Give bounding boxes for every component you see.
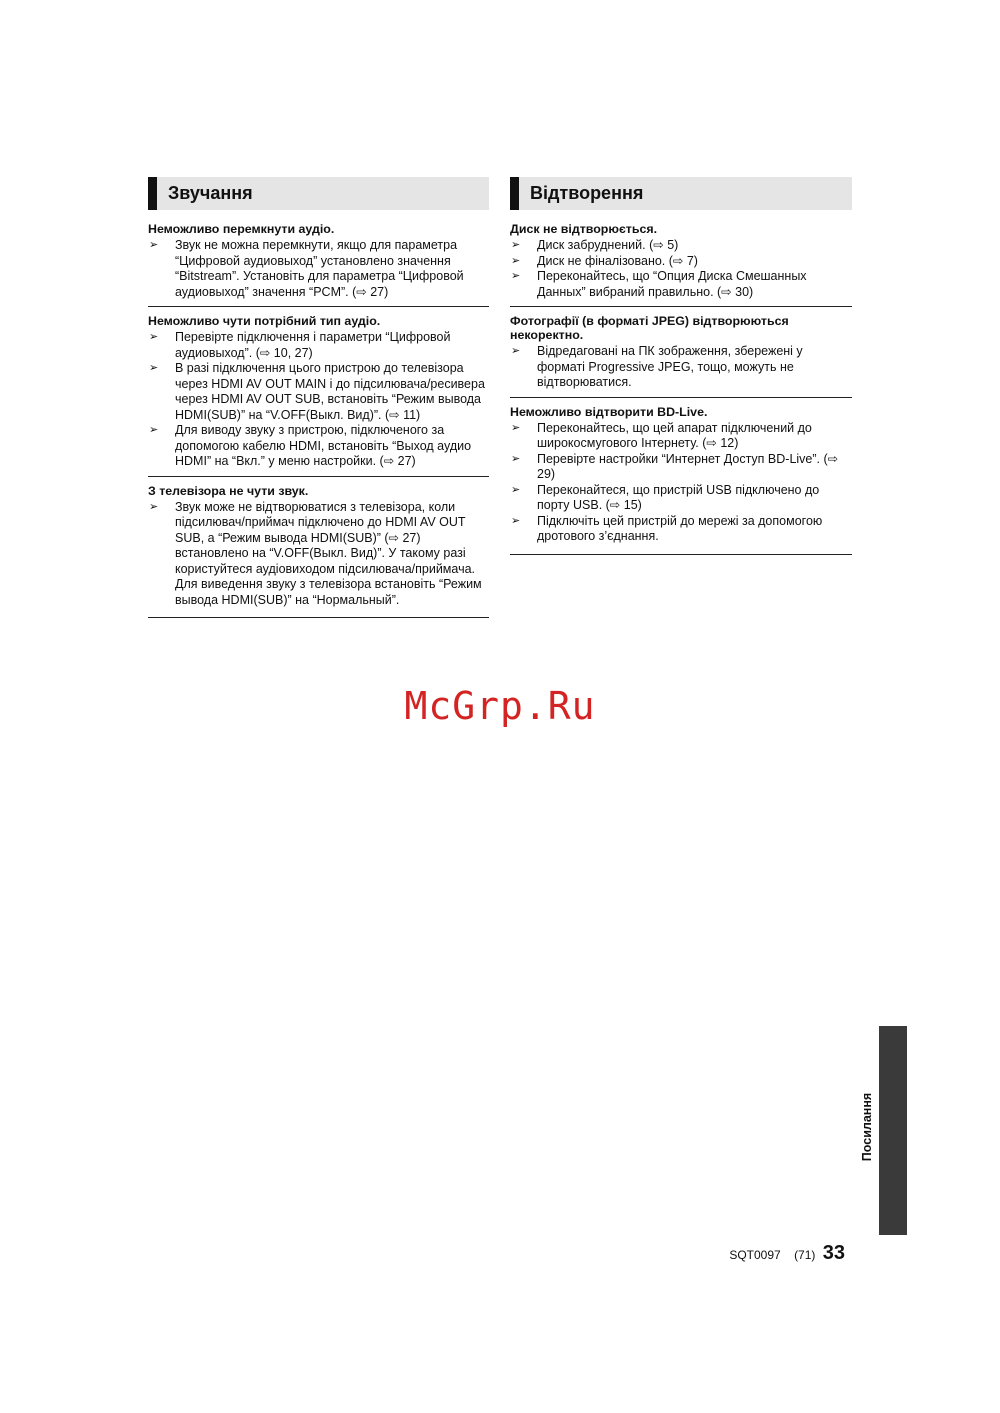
bullet-text: Переконайтеся, що пристрій USB підключено до порту USB. (⇨ 15) bbox=[537, 482, 820, 512]
troubleshooting-entry bbox=[148, 314, 489, 477]
bullet-item bbox=[510, 452, 852, 483]
section-header-sound bbox=[148, 177, 489, 210]
bullet-text: Переконайтесь, що цей апарат підключений до широкосмугового Інтернету. (⇨ 12) bbox=[537, 420, 812, 450]
bullet-list bbox=[148, 238, 489, 300]
bullet-arrow-icon: ➢ bbox=[149, 424, 159, 436]
bullet-arrow-icon: ➢ bbox=[511, 239, 521, 251]
right-column bbox=[510, 177, 852, 562]
bullet-arrow-icon: ➢ bbox=[511, 270, 521, 282]
bullet-item bbox=[510, 514, 852, 545]
bullet-item bbox=[510, 254, 852, 270]
side-tab-label bbox=[857, 1094, 877, 1166]
bullet-arrow-icon: ➢ bbox=[511, 254, 521, 267]
bullet-text: Переконайтесь, що “Опция Диска Смешанных Данных” вибраний правильно. (⇨ 30) bbox=[537, 269, 807, 299]
bullet-item bbox=[510, 238, 852, 254]
playback-entries bbox=[510, 222, 852, 555]
entry-heading: З телевізора не чути звук. bbox=[148, 483, 309, 498]
bullet-list bbox=[148, 330, 489, 470]
bullet-arrow-icon: ➢ bbox=[511, 421, 521, 434]
side-tab bbox=[879, 1026, 907, 1235]
bullet-item bbox=[148, 238, 489, 300]
page-footer bbox=[729, 1242, 845, 1265]
bullet-arrow-icon: ➢ bbox=[511, 452, 521, 465]
section-header-playback bbox=[510, 177, 852, 210]
bullet-text: Звук може не відтворюватися з телевізора, коли підсилювач/приймач підключено до HDMI AV OUT SUB, а “Режим вывода HDMI(SUB)” (⇨ 27) встановлено на “V.OFF(Выкл. Вид)”. У такому разі користуйтеся аудіовиходом підсилювача/приймача. Для виведення звуку з телевізора встановіть “Режим вывода HDMI(SUB)” на “Нормальный”. bbox=[175, 499, 482, 607]
bullet-arrow-icon: ➢ bbox=[511, 483, 521, 496]
entry-heading: Неможливо перемкнути аудіо. bbox=[148, 222, 335, 236]
bullet-arrow-icon: ➢ bbox=[149, 331, 159, 343]
bullet-text: Перевірте підключення і параметри “Цифровой аудиовыход”. (⇨ 10, 27) bbox=[175, 330, 451, 360]
troubleshooting-entry bbox=[148, 484, 489, 619]
entry-heading: Неможливо відтворити BD-Live. bbox=[510, 404, 708, 419]
troubleshooting-entry bbox=[510, 405, 852, 555]
bullet-list bbox=[510, 421, 852, 545]
bullet-arrow-icon: ➢ bbox=[149, 362, 159, 374]
bullet-item bbox=[148, 423, 489, 470]
bullet-text: Звук не можна перемкнути, якщо для параметра “Цифровой аудиовыход” установлено значення “Bitstream”. Установіть для параметра “Цифровой аудиовыход” значення “PCM”. (⇨ 27) bbox=[175, 238, 464, 299]
entry-heading: Неможливо чути потрібний тип аудіо. bbox=[148, 314, 381, 328]
bullet-arrow-icon: ➢ bbox=[149, 500, 159, 513]
bullet-item bbox=[510, 269, 852, 300]
troubleshooting-entry bbox=[148, 222, 489, 307]
bullet-list bbox=[510, 344, 852, 391]
troubleshooting-entry bbox=[510, 314, 852, 398]
bullet-text: Диск забруднений. (⇨ 5) bbox=[537, 238, 679, 252]
bullet-list bbox=[510, 238, 852, 300]
bullet-text: Диск не фіналізовано. (⇨ 7) bbox=[537, 253, 698, 268]
section-marker bbox=[148, 177, 157, 210]
section-marker bbox=[510, 177, 519, 210]
bullet-text: Відредаговані на ПК зображення, збережені у форматі Progressive JPEG, тощо, можуть не відтворюватися. bbox=[537, 344, 803, 389]
bullet-item bbox=[510, 344, 852, 391]
section-title: Відтворення bbox=[530, 183, 644, 203]
bullet-arrow-icon: ➢ bbox=[149, 239, 159, 251]
side-tab-text: Посилання bbox=[860, 1092, 874, 1162]
document-code: SQT0097 bbox=[729, 1248, 781, 1262]
bullet-text: Для виводу звуку з пристрою, підключеного за допомогою кабелю HDMI, встановіть “Выход аудио HDMI” на “Вкл.” у меню настройки. (⇨ 27) bbox=[175, 423, 472, 468]
bullet-text: В разі підключення цього пристрою до телевізора через HDMI AV OUT MAIN і до підсилювача/ресивера через HDMI AV OUT SUB, встановіть “Режим вывода HDMI(SUB)” на “V.OFF(Выкл. Вид)”. (⇨ 11) bbox=[175, 361, 485, 422]
bullet-item bbox=[148, 330, 489, 361]
left-column bbox=[148, 177, 489, 625]
bullet-item bbox=[510, 483, 852, 514]
watermark: McGrp.Ru bbox=[404, 684, 596, 728]
bullet-text: Підключіть цей пристрій до мережі за допомогою дротового з’єднання. bbox=[537, 513, 823, 543]
entry-heading: Фотографії (в форматі JPEG) відтворюються некоректно. bbox=[510, 314, 789, 342]
troubleshooting-entry bbox=[510, 222, 852, 307]
page-number: 33 bbox=[822, 1242, 845, 1264]
bullet-item bbox=[510, 421, 852, 452]
bullet-item bbox=[148, 500, 489, 609]
section-title: Звучання bbox=[168, 183, 253, 203]
sound-entries bbox=[148, 222, 489, 618]
internal-page: (71) bbox=[794, 1248, 816, 1262]
bullet-arrow-icon: ➢ bbox=[511, 514, 521, 527]
bullet-list bbox=[148, 500, 489, 609]
bullet-text: Перевірте настройки “Интернет Доступ BD-Live”. (⇨ 29) bbox=[537, 451, 839, 481]
bullet-arrow-icon: ➢ bbox=[511, 345, 521, 357]
entry-heading: Диск не відтворюється. bbox=[510, 222, 658, 236]
bullet-item bbox=[148, 361, 489, 423]
